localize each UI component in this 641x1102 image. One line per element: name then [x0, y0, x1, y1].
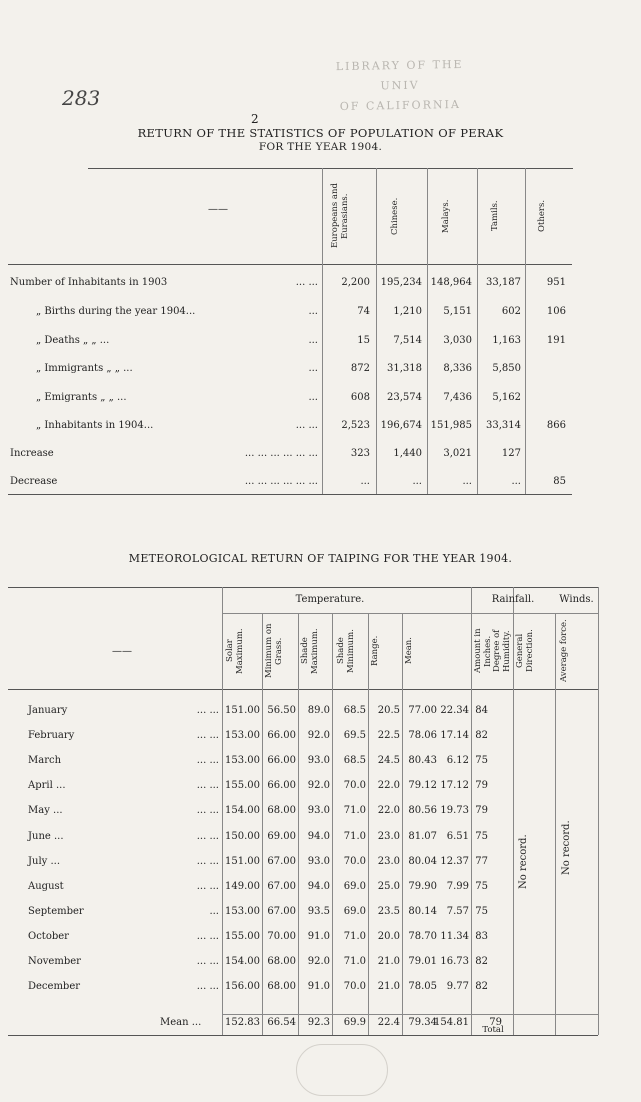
met-cell: 9.77 — [446, 981, 469, 992]
met-title: METEOROLOGICAL RETURN OF TAIPING FOR THE YEAR 1904. — [128, 552, 513, 565]
met-cell: 22.0 — [377, 805, 400, 816]
met-cell: 79 — [475, 780, 488, 791]
met-cell: 92.0 — [307, 956, 330, 967]
mean-cell: 154.81 — [434, 1017, 469, 1028]
rainfall-total-label: Total — [482, 1025, 504, 1035]
met-cell: 69.0 — [343, 881, 366, 892]
pop-cell: 106 — [546, 306, 566, 317]
pop-cell: 196,674 — [380, 420, 422, 431]
pop-cell: 15 — [357, 335, 370, 346]
mean-cell: 79.34 — [408, 1017, 437, 1028]
met-cell: 68.00 — [267, 956, 296, 967]
met-cell: 93.5 — [307, 906, 330, 917]
pop-row-leader-dots: ... ... ... ... ... ... — [244, 476, 318, 487]
met-cell: 21.0 — [377, 981, 400, 992]
month-leader-dots: ... ... — [196, 705, 219, 716]
met-cell: 151.00 — [225, 856, 260, 867]
library-stamp-bottom — [296, 1044, 388, 1096]
month-label: April ... — [28, 780, 66, 791]
mean-cell: 22.4 — [377, 1017, 400, 1028]
pop-row-label: „ Births during the year 1904... — [36, 306, 196, 317]
month-leader-dots: ... ... — [196, 956, 219, 967]
no-record-direction: No record. — [518, 834, 529, 890]
met-cell: 79.90 — [408, 881, 437, 892]
mean-cell: 92.3 — [307, 1017, 330, 1028]
stamp-line: UNIV — [380, 78, 420, 93]
met-cell: 75 — [475, 906, 488, 917]
month-leader-dots: ... ... — [196, 881, 219, 892]
met-cell: 93.0 — [307, 755, 330, 766]
met-cell: 6.51 — [446, 831, 469, 842]
met-cell: 70.0 — [343, 780, 366, 791]
pop-cell: ... — [462, 476, 472, 487]
met-cell: 75 — [475, 881, 488, 892]
met-cell: 69.0 — [343, 906, 366, 917]
pop-cell: 1,440 — [393, 448, 422, 459]
met-cell: 77 — [475, 856, 488, 867]
month-label: October — [28, 931, 69, 942]
month-leader-dots: ... ... — [196, 780, 219, 791]
met-cell: 94.0 — [307, 831, 330, 842]
met-cell: 91.0 — [307, 981, 330, 992]
met-cell: 156.00 — [225, 981, 260, 992]
month-label: November — [28, 956, 81, 967]
met-cell: 150.00 — [225, 831, 260, 842]
mean-row-label: Mean ... — [160, 1017, 202, 1028]
pop-cell: 151,985 — [430, 420, 472, 431]
col-header-malays: Malays. — [441, 199, 451, 233]
pop-cell: 8,336 — [443, 363, 472, 374]
met-cell: 70.00 — [267, 931, 296, 942]
met-cell: 151.00 — [225, 705, 260, 716]
col-header-mean: Mean. — [404, 637, 414, 665]
met-cell: 78.05 — [408, 981, 437, 992]
pop-cell: 191 — [546, 335, 566, 346]
group-winds: Winds. — [559, 594, 594, 605]
met-cell: 93.0 — [307, 805, 330, 816]
met-cell: 70.0 — [343, 856, 366, 867]
met-cell: 66.00 — [267, 780, 296, 791]
pop-cell: 3,030 — [443, 335, 472, 346]
pop-cell: 872 — [350, 363, 370, 374]
met-cell: 91.0 — [307, 931, 330, 942]
mean-cell: 79 — [489, 1017, 502, 1028]
met-cell: 80.04 — [408, 856, 437, 867]
mean-cell: 152.83 — [225, 1017, 260, 1028]
met-cell: 80.43 — [408, 755, 437, 766]
month-label: January — [28, 705, 68, 716]
month-leader-dots: ... ... — [196, 730, 219, 741]
pop-cell: 7,436 — [443, 392, 472, 403]
no-record-force: No record. — [561, 820, 572, 876]
met-cell: 82 — [475, 730, 488, 741]
pop-row-label: Decrease — [10, 476, 58, 487]
met-cell: 68.5 — [343, 705, 366, 716]
col-header-shade-min: Shade Minimum. — [336, 629, 356, 673]
col-header-tamils: Tamils. — [490, 200, 500, 232]
met-cell: 68.00 — [267, 981, 296, 992]
col-header-chinese: Chinese. — [390, 197, 400, 235]
met-cell: 75 — [475, 831, 488, 842]
month-label: February — [28, 730, 75, 741]
met-cell: 7.57 — [446, 906, 469, 917]
met-cell: 155.00 — [225, 931, 260, 942]
pop-cell: 5,151 — [443, 306, 472, 317]
met-cell: 81.07 — [408, 831, 437, 842]
page-subtitle: FOR THE YEAR 1904. — [258, 141, 383, 153]
met-cell: 66.00 — [267, 755, 296, 766]
col-header-humidity: Degree of Humidity. — [492, 629, 512, 673]
pop-cell: 33,314 — [486, 420, 521, 431]
pop-cell: 323 — [350, 448, 370, 459]
met-cell: 154.00 — [225, 805, 260, 816]
met-cell: 71.0 — [343, 805, 366, 816]
met-cell: 12.37 — [440, 856, 469, 867]
month-label: March — [28, 755, 62, 766]
col-header-others: Others. — [537, 199, 547, 233]
met-cell: 79 — [475, 805, 488, 816]
met-cell: 153.00 — [225, 755, 260, 766]
pop-cell: 3,021 — [443, 448, 472, 459]
met-cell: 78.06 — [408, 730, 437, 741]
pop-cell: 2,200 — [341, 277, 370, 288]
group-temperature: Temperature. — [295, 594, 365, 605]
month-leader-dots: ... ... — [196, 805, 219, 816]
month-label: August — [28, 881, 64, 892]
month-leader-dots: ... ... — [196, 755, 219, 766]
met-cell: 82 — [475, 956, 488, 967]
met-cell: 21.0 — [377, 956, 400, 967]
met-cell: 83 — [475, 931, 488, 942]
col-header-solar-max: Solar Maximum. — [225, 628, 245, 674]
met-cell: 67.00 — [267, 856, 296, 867]
pop-row-label: „ Deaths „ „ ... — [36, 335, 110, 346]
met-cell: 153.00 — [225, 906, 260, 917]
met-cell: 22.5 — [377, 730, 400, 741]
met-cell: 155.00 — [225, 780, 260, 791]
month-leader-dots: ... ... — [196, 981, 219, 992]
pop-row-leader-dots: ... ... ... ... ... ... — [244, 448, 318, 459]
pop-cell: 866 — [546, 420, 566, 431]
pop-row-leader-dots: ... — [308, 306, 318, 317]
pop-cell: 85 — [553, 476, 566, 487]
col-header-wind-direction: General Direction. — [515, 629, 535, 673]
pop-cell: ... — [511, 476, 521, 487]
stamp-line: LIBRARY OF THE — [335, 57, 464, 74]
month-leader-dots: ... ... — [196, 831, 219, 842]
met-cell: 16.73 — [440, 956, 469, 967]
pop-cell: 195,234 — [380, 277, 422, 288]
col-header-range: Range. — [370, 635, 380, 667]
met-cell: 154.00 — [225, 956, 260, 967]
met-cell: 69.5 — [343, 730, 366, 741]
met-cell: 92.0 — [307, 730, 330, 741]
col-header-wind-force: Average force. — [559, 619, 569, 683]
col-header-europeans: Europeans and Eurasians. — [330, 183, 350, 249]
met-cell: 23.0 — [377, 831, 400, 842]
month-label: July ... — [28, 856, 61, 867]
met-cell: 149.00 — [225, 881, 260, 892]
met-cell: 17.12 — [440, 780, 469, 791]
met-cell: 23.5 — [377, 906, 400, 917]
pop-row-leader-dots: ... — [308, 363, 318, 374]
met-cell: 25.0 — [377, 881, 400, 892]
met-cell: 71.0 — [343, 931, 366, 942]
pop-row-leader-dots: ... — [308, 392, 318, 403]
met-cell: 20.5 — [377, 705, 400, 716]
pop-row-label: Increase — [10, 448, 54, 459]
met-cell: 11.34 — [440, 931, 469, 942]
pop-cell: 7,514 — [393, 335, 422, 346]
met-cell: 70.0 — [343, 981, 366, 992]
met-cell: 94.0 — [307, 881, 330, 892]
pop-cell: 148,964 — [430, 277, 472, 288]
met-cell: 79.01 — [408, 956, 437, 967]
met-cell: 79.12 — [408, 780, 437, 791]
met-cell: 92.0 — [307, 780, 330, 791]
met-cell: 68.5 — [343, 755, 366, 766]
pop-row-label: „ Immigrants „ „ ... — [36, 363, 133, 374]
pop-cell: 2,523 — [341, 420, 370, 431]
met-cell: 80.14 — [408, 906, 437, 917]
table-corner: —— — [208, 204, 228, 215]
pop-cell: ... — [412, 476, 422, 487]
pop-cell: 127 — [501, 448, 521, 459]
met-cell: 78.70 — [408, 931, 437, 942]
library-stamp — [299, 54, 500, 117]
month-label: December — [28, 981, 81, 992]
col-header-shade-max: Shade Maximum. — [300, 628, 320, 674]
pop-cell: 608 — [350, 392, 370, 403]
pop-row-leader-dots: ... ... — [295, 277, 318, 288]
pop-cell: 1,210 — [393, 306, 422, 317]
met-cell: 17.14 — [440, 730, 469, 741]
met-cell: 71.0 — [343, 831, 366, 842]
group-rainfall: Rainfall. — [491, 594, 535, 605]
met-cell: 80.56 — [408, 805, 437, 816]
pop-row-leader-dots: ... — [308, 335, 318, 346]
met-cell: 68.00 — [267, 805, 296, 816]
pop-cell: ... — [360, 476, 370, 487]
met-cell: 67.00 — [267, 881, 296, 892]
met-cell: 89.0 — [307, 705, 330, 716]
pop-cell: 5,162 — [492, 392, 521, 403]
met-cell: 56.50 — [267, 705, 296, 716]
met-cell: 22.0 — [377, 780, 400, 791]
month-label: September — [28, 906, 84, 917]
met-cell: 71.0 — [343, 956, 366, 967]
pop-cell: 23,574 — [387, 392, 422, 403]
pop-cell: 33,187 — [486, 277, 521, 288]
pop-cell: 5,850 — [492, 363, 521, 374]
met-cell: 75 — [475, 755, 488, 766]
mean-cell: 69.9 — [343, 1017, 366, 1028]
month-label: June ... — [28, 831, 64, 842]
met-cell: 24.5 — [377, 755, 400, 766]
met-cell: 6.12 — [446, 755, 469, 766]
pop-cell: 1,163 — [492, 335, 521, 346]
pop-row-label: Number of Inhabitants in 1903 — [10, 277, 168, 288]
met-cell: 19.73 — [440, 805, 469, 816]
met-cell: 93.0 — [307, 856, 330, 867]
met-cell: 77.00 — [408, 705, 437, 716]
pop-cell: 951 — [546, 277, 566, 288]
met-cell: 66.00 — [267, 730, 296, 741]
pop-row-label: „ Emigrants „ „ ... — [36, 392, 127, 403]
met-cell: 7.99 — [446, 881, 469, 892]
col-header-min-grass: Minimum on Grass. — [264, 623, 284, 679]
month-leader-dots: ... — [209, 906, 219, 917]
col-header-amount-inches: Amount in Inches. — [473, 628, 493, 674]
met-cell: 23.0 — [377, 856, 400, 867]
met-cell: 84 — [475, 705, 488, 716]
page-number: 2 — [251, 112, 259, 126]
pop-cell: 31,318 — [387, 363, 422, 374]
met-cell: 69.00 — [267, 831, 296, 842]
met-cell: 153.00 — [225, 730, 260, 741]
pop-row-leader-dots: ... ... — [295, 420, 318, 431]
month-leader-dots: ... ... — [196, 931, 219, 942]
stamp-line: OF CALIFORNIA — [339, 97, 461, 114]
page-title: RETURN OF THE STATISTICS OF POPULATION OF PERAK — [137, 126, 504, 140]
pop-cell: 74 — [357, 306, 370, 317]
table-corner: —— — [112, 646, 132, 657]
mean-cell: 66.54 — [267, 1017, 296, 1028]
met-cell: 67.00 — [267, 906, 296, 917]
met-cell: 20.0 — [377, 931, 400, 942]
pop-row-label: „ Inhabitants in 1904... — [36, 420, 154, 431]
month-label: May ... — [28, 805, 63, 816]
pop-cell: 602 — [501, 306, 521, 317]
month-leader-dots: ... ... — [196, 856, 219, 867]
margin-note: 283 — [62, 86, 101, 110]
met-cell: 82 — [475, 981, 488, 992]
met-cell: 22.34 — [440, 705, 469, 716]
